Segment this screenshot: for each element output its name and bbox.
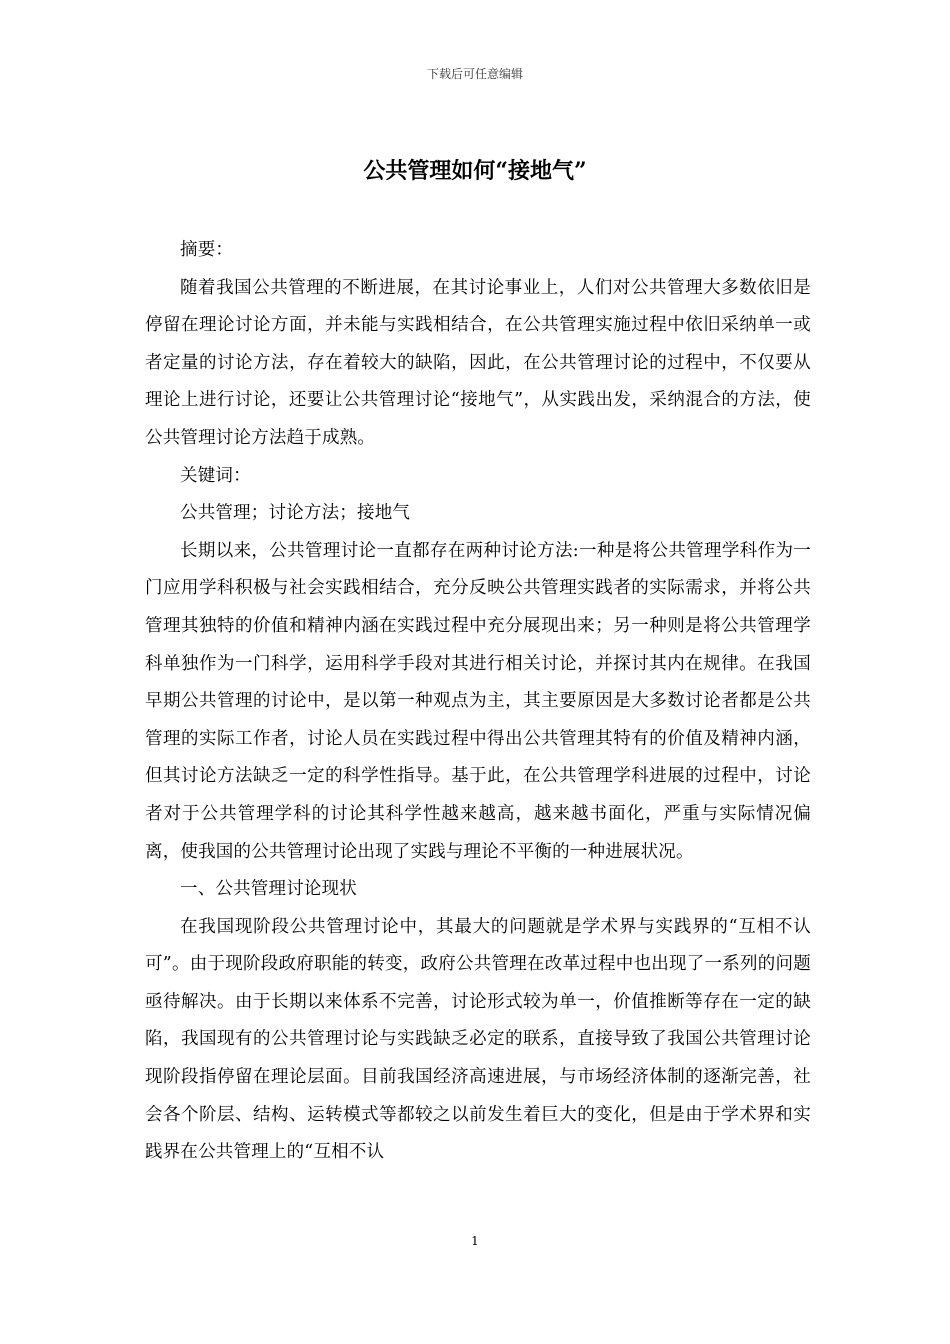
document-title: 公共管理如何“接地气” bbox=[363, 158, 587, 184]
header-note: 下载后可任意编辑 bbox=[426, 67, 523, 81]
keywords-heading: 关键词： bbox=[180, 465, 251, 486]
abstract-heading: 摘要： bbox=[180, 240, 234, 260]
section-heading: 一、公共管理讨论现状 bbox=[180, 879, 357, 900]
page-number: 1 bbox=[471, 1234, 479, 1248]
body-paragraph: 长期以来，公共管理讨论一直都存在两种讨论方法:一种是将公共管理学科作为一门应用学科积极与社会实践相结合，充分反映公共管理实践者的实际需求，并将公共管理其独特的价值和精神内涵在实践过程中充分展现出来；另一种则是将公共管理学科单独作为一门科学，运用科学手段对其进行相关讨论，并探讨其内在规律。在我国早期公共管理的讨论中，是以第一种观点为主，其主要原因是大多数讨论者都是公共管理的实际工作者，讨论人员在实践过程中得出公共管理其特有的价值及精神内涵，但其讨论方法缺乏一定的科学性指导。基于此，在公共管理学科进展的过程中，讨论者对于公共管理学科的讨论其科学性越来越高，越来越书面化，严重与实际情况偏离，使我国的公共管理讨论出现了实践与理论不平衡的一种进展状况。 bbox=[145, 540, 811, 862]
abstract-paragraph: 随着我国公共管理的不断进展，在其讨论事业上，人们对公共管理大多数依旧是停留在理论讨论方面，并未能与实践相结合，在公共管理实施过程中依旧采纳单一或者定量的讨论方法，存在着较大的缺陷，因此，在公共管理讨论的过程中，不仅要从理论上进行讨论，还要让公共管理讨论“接地气”，从实践出发，采纳混合的方法，使公共管理讨论方法趋于成熟。 bbox=[145, 277, 811, 448]
body-paragraph: 在我国现阶段公共管理讨论中，其最大的问题就是学术界与实践界的“互相不认可”。由于现阶段政府职能的转变，政府公共管理在改革过程中也出现了一系列的问题亟待解决。由于长期以来体系不完善，讨论形式较为单一，价值推断等存在一定的缺陷，我国现有的公共管理讨论与实践缺乏必定的联系，直接导致了我国公共管理讨论现阶段指停留在理论层面。目前我国经济高速进展，与市场经济体制的逐渐完善，社会各个阶层、结构、运转模式等都较之以前发生着巨大的变化，但是由于学术界和实践界在公共管理上的“互相不认 bbox=[145, 916, 811, 1163]
keywords-list: 公共管理；讨论方法；接地气 bbox=[180, 503, 411, 524]
document-body bbox=[145, 232, 811, 1172]
